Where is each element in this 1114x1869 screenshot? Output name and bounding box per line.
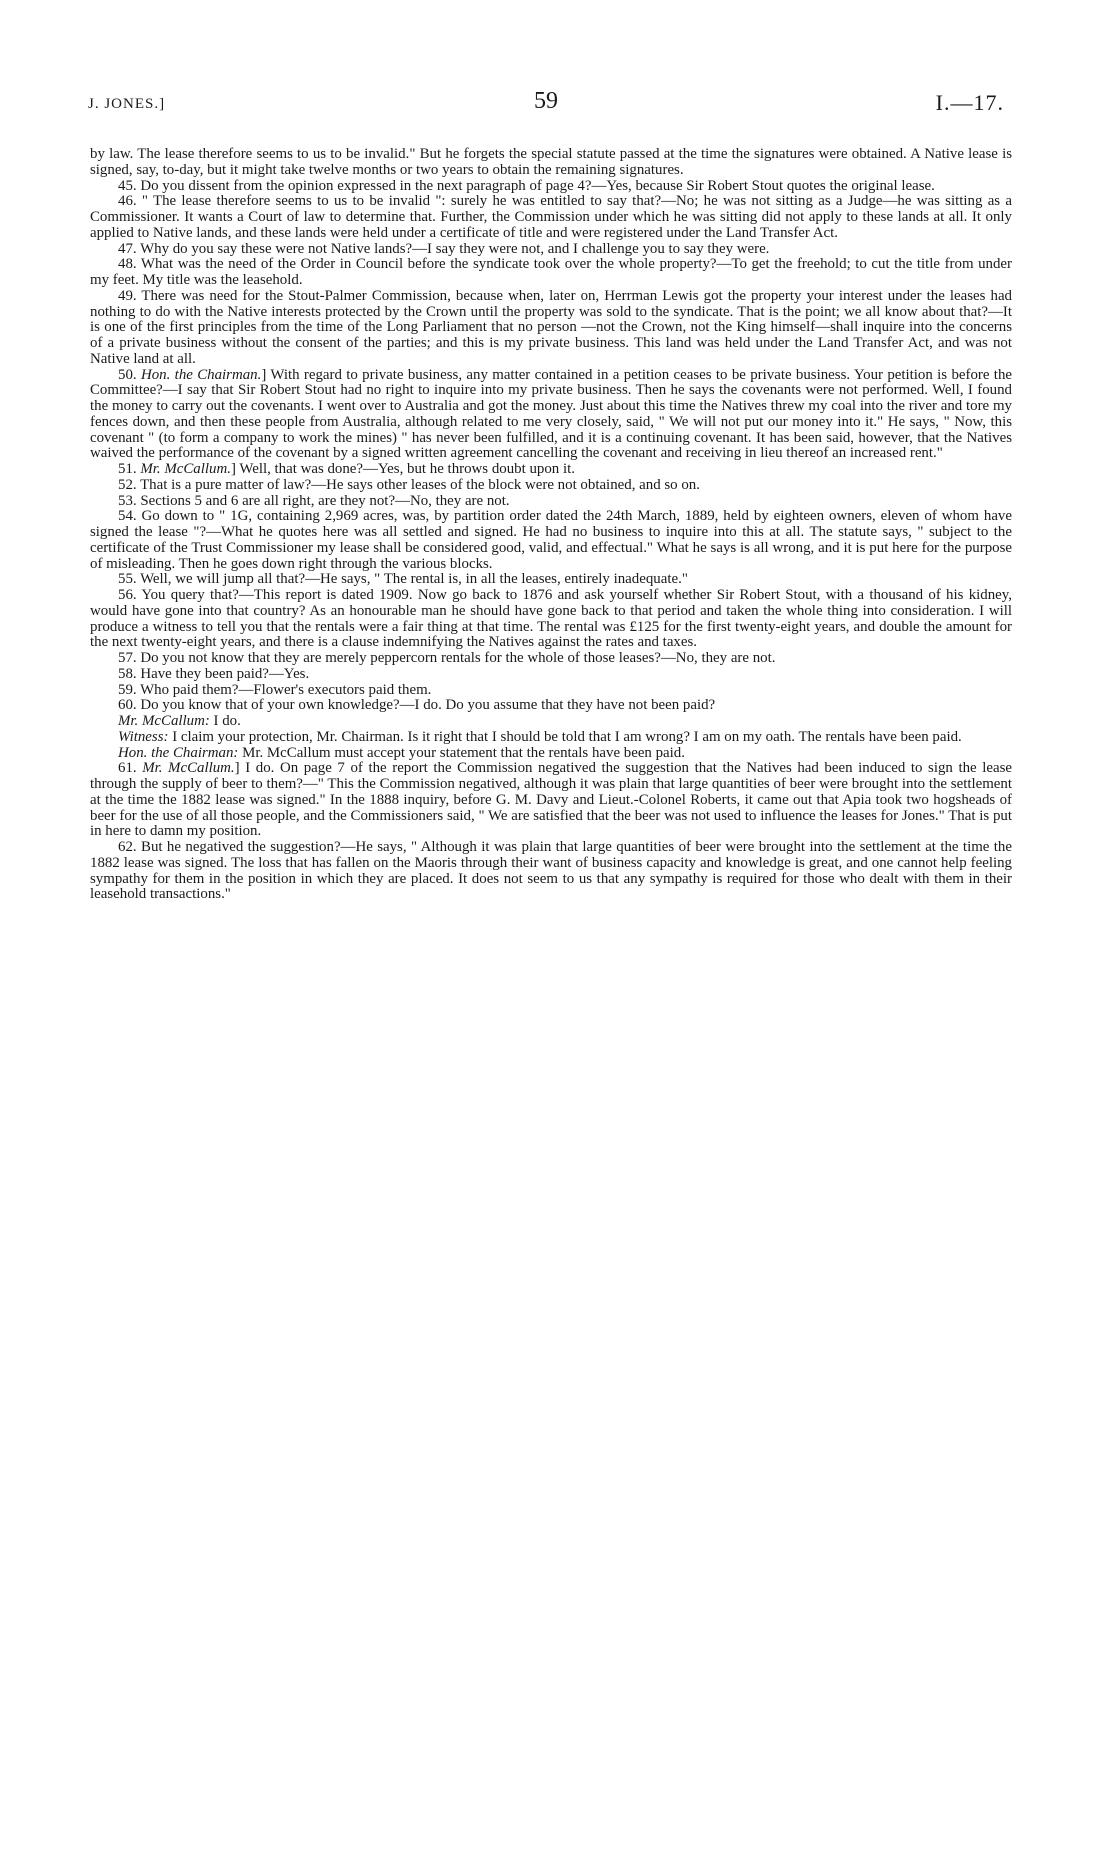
question-number: 50. <box>118 366 141 383</box>
paragraph: by law. The lease therefore seems to us to be invalid." But he forgets the special statute passed at the time the signatures were obtained. A Native lease is signed, say, to-day, but it might take twelve months or two years to obtain the remaining signatures. <box>90 146 1012 178</box>
paragraph: 55. Well, we will jump all that?—He says, " The rental is, in all the leases, entirely inadequate." <box>118 571 688 588</box>
paragraph-text: Mr. McCallum must accept your statement that the rentals have been paid. <box>238 744 685 761</box>
paragraph <box>90 462 1012 478</box>
paper-reference: I.—17. <box>935 90 1004 115</box>
paragraph: 62. But he negatived the suggestion?—He says, " Although it was plain that large quantities of beer were brought into the settlement at the time the 1882 lease was signed. The loss that has fallen on the Maoris through their want of business capacity and knowledge is great, and one cannot help feeling sympathy for them in the position in which they are placed. It does not seem to us that any sympathy is required for those who dealt with them in their leasehold transactions." <box>90 839 1012 903</box>
paragraph: 57. Do you not know that they are merely peppercorn rentals for the whole of those leases?—No, they are not. <box>118 650 776 666</box>
speaker-name: Mr. McCallum. <box>140 461 231 477</box>
paragraph: 45. Do you dissent from the opinion expressed in the next paragraph of page 4?—Yes, because Sir Robert Stout quotes the original lease. <box>118 177 935 194</box>
paragraph: 59. Who paid them?—Flower's executors paid them. <box>118 681 432 698</box>
paragraph-text: ] With regard to private business, any matter contained in a petition ceases to be private business. Your petition is before the Committee?—I say that Sir Robert Stout had no right to inquire into my private business. Then he says the covenants were not performed. Well, I found the money to carry out the covenants. I went over to Australia and got the money. Just about this time the Natives threw my coal into the river and tore my fences down, and then these people from Australia, although related to me very closely, said, " We will not put our money into it." He says, " Now, this covenant " (to form a company to work the mines) " has never been fulfilled, and it is a continuing covenant. It has been said, however, that the Natives waived the performance of the covenant by a signed written agreement cancelling the covenant and receiving in lieu thereof an increased rent." <box>90 366 1012 462</box>
paragraph: 48. What was the need of the Order in Council before the syndicate took over the whole property?—To get the freehold; to cut the title from under my feet. My title was the leasehold. <box>90 256 1012 288</box>
paragraph: 58. Have they been paid?—Yes. <box>118 665 310 682</box>
paragraph: 60. Do you know that of your own knowledge?—I do. Do you assume that they have not been paid? <box>118 697 716 714</box>
paragraph: 53. Sections 5 and 6 are all right, are they not?—No, they are not. <box>118 492 510 509</box>
speaker-name: Hon. the Chairman: <box>118 744 239 761</box>
paragraph <box>90 761 1012 840</box>
paragraph-text: ] Well, that was done?—Yes, but he throws doubt upon it. <box>230 461 575 477</box>
question-number: 61. <box>118 760 143 777</box>
paragraph: 47. Why do you say these were not Native lands?—I say they were not, and I challenge you to say they were. <box>118 240 770 257</box>
speaker-name: Hon. the Chairman. <box>140 366 262 383</box>
paragraph-text: I claim your protection, Mr. Chairman. Is it right that I should be told that I am wrong? I am on my oath. The rentals have been paid. <box>168 728 962 745</box>
paragraph: 49. There was need for the Stout-Palmer Commission, because when, later on, Herrman Lewis got the property your interest under the leases had nothing to do with the Native interests protected by the Crown until the property was sold to the syndicate. That is the point; we all know about that?—It is one of the first principles from the time of the Long Parliament that no person —not the Crown, not the King himself—shall inquire into the concerns of a private business without the consent of the parties; and this is my private business. This land was held under the Land Transfer Act, and was not Native land at all. <box>90 287 1012 367</box>
page-header <box>88 88 1004 128</box>
paragraph <box>90 730 1012 746</box>
body-text <box>90 147 1012 903</box>
paragraph: 54. Go down to " 1G, containing 2,969 acres, was, by partition order dated the 24th March, 1889, held by eighteen owners, eleven of whom have signed the lease "?—What he quotes here was all settled and signed. He had no business to inquire into this at all. The statute says, " subject to the certificate of the Trust Commissioner my lease shall be considered good, valid, and effectual." What he says is all wrong, and it is put here for the purpose of misleading. Then he goes down right through the various blocks. <box>90 508 1012 572</box>
page-number: 59 <box>534 88 558 114</box>
question-number: 51. <box>118 461 141 477</box>
paragraph <box>90 714 1012 730</box>
speaker-name: Mr. McCallum: <box>118 713 210 729</box>
paragraph: 56. You query that?—This report is dated 1909. Now go back to 1876 and ask yourself whether Sir Robert Stout, with a thousand of his kidney, would have gone into that country? As an honourable man he should have gone back to that period and taken the whole thing into consideration. I will produce a witness to tell you that the rentals were a fair thing at that time. The rental was £125 for the first twenty-eight years, and double the amount for the next twenty-eight years, and there is a clause indemnifying the Natives against the rates and taxes. <box>90 587 1012 651</box>
paragraph: 46. " The lease therefore seems to us to be invalid ": surely he was entitled to say that?—No; he was not sitting as a Judge—he was sitting as a Commissioner. It wants a Court of law to determine that. Further, the Commission under which he was sitting did not apply to these lands at all. It only applied to Native lands, and these lands were held under a certificate of title and were registered under the Land Transfer Act. <box>90 193 1012 241</box>
witness-running-head: J. JONES.] <box>88 96 166 112</box>
paragraph <box>90 368 1012 463</box>
paragraph-text: ] I do. On page 7 of the report the Commission negatived the suggestion that the Natives had been induced to sign the lease through the supply of beer to them?—" This the Commission negatived, although it was plain that large quantities of beer were brought into the settlement at the time the 1882 lease was signed." In the 1888 inquiry, before G. M. Davy and Lieut.-Colonel Roberts, it came out that Apia took two hogsheads of beer for the use of all those people, and the Commissioners said, " We are satisfied that the beer was not used to influence the leases for Jones." That is put in here to damn my position. <box>90 760 1012 840</box>
paragraph: 52. That is a pure matter of law?—He says other leases of the block were not obtained, and so on. <box>118 476 700 493</box>
speaker-name: Witness: <box>118 728 169 745</box>
paragraph <box>90 746 1012 762</box>
paragraph-text: I do. <box>209 713 241 729</box>
speaker-name: Mr. McCallum. <box>142 760 235 777</box>
